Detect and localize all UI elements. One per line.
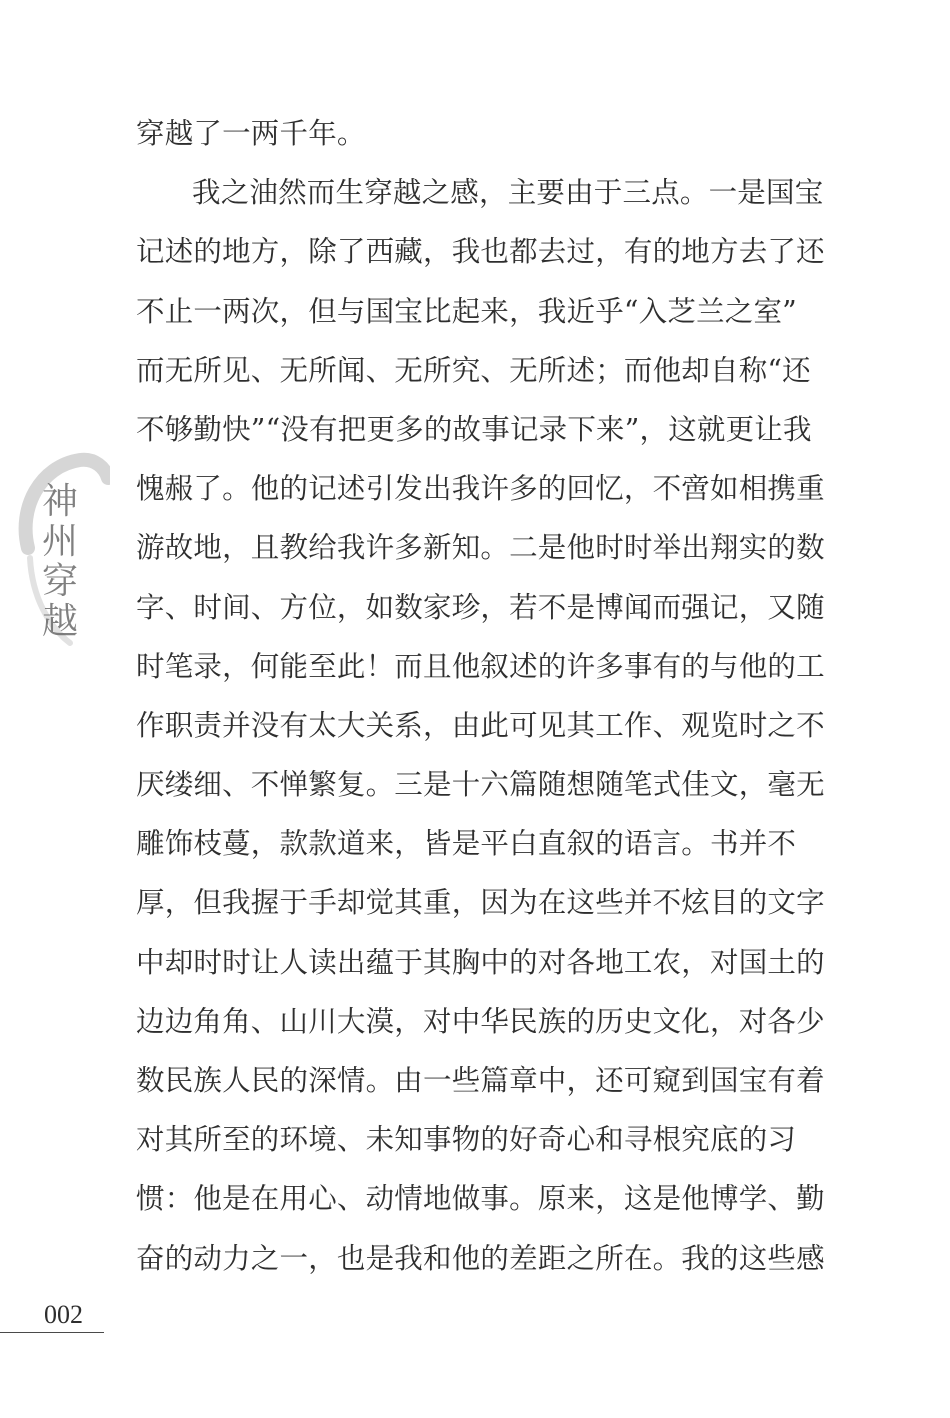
text-line: 边边角角、山川大漠，对中华民族的历史文化，对各少 <box>136 1004 825 1038</box>
text-line: 时笔录，何能至此！而且他叙述的许多事有的与他的工 <box>136 649 825 683</box>
text-line: 游故地，且教给我许多新知。二是他时时举出翔实的数 <box>136 531 825 565</box>
text-line: 不够勤快”“没有把更多的故事记录下来”，这就更让我 <box>136 412 812 446</box>
text-line: 作职责并没有太大关系，由此可见其工作、观览时之不 <box>136 708 825 742</box>
text-line: 字、时间、方位，如数家珍，若不是博闻而强记，又随 <box>136 590 825 624</box>
text-line: 对其所至的环境、未知事物的好奇心和寻根究底的习 <box>136 1123 797 1157</box>
text-line: 厌缕细、不惮繁复。三是十六篇随想随笔式佳文，毫无 <box>136 768 825 802</box>
text-line: 奋的动力之一，也是我和他的差距之所在。我的这些感 <box>136 1241 825 1275</box>
text-line: 穿越了一两千年。 <box>136 117 366 150</box>
text-line: 厚，但我握于手却觉其重，因为在这些并不炫目的文字 <box>136 886 825 920</box>
page-number: 002 <box>44 1300 83 1329</box>
text-line: 我之油然而生穿越之感，主要由于三点。一是国宝 <box>192 176 824 210</box>
vertical-book-title: 神州穿越 <box>41 481 78 642</box>
text-line: 不止一两次，但与国宝比起来，我近乎“入芝兰之室” <box>136 294 797 328</box>
text-line: 愧赧了。他的记述引发出我许多的回忆，不啻如相携重 <box>136 472 825 506</box>
body-text <box>136 104 866 1288</box>
text-line: 而无所见、无所闻、无所究、无所述；而他却自称“还 <box>136 353 811 387</box>
text-line: 记述的地方，除了西藏，我也都去过，有的地方去了还 <box>136 235 825 269</box>
text-line: 中却时时让人读出蕴于其胸中的对各地工农，对国土的 <box>136 945 825 979</box>
text-line: 数民族人民的深情。由一些篇章中，还可窥到国宝有着 <box>136 1064 825 1097</box>
text-line: 雕饰枝蔓，款款道来，皆是平白直叙的语言。书并不 <box>136 827 797 861</box>
page-number-underline <box>0 1332 104 1333</box>
text-line: 惯：他是在用心、动情地做事。原来，这是他博学、勤 <box>136 1182 825 1216</box>
